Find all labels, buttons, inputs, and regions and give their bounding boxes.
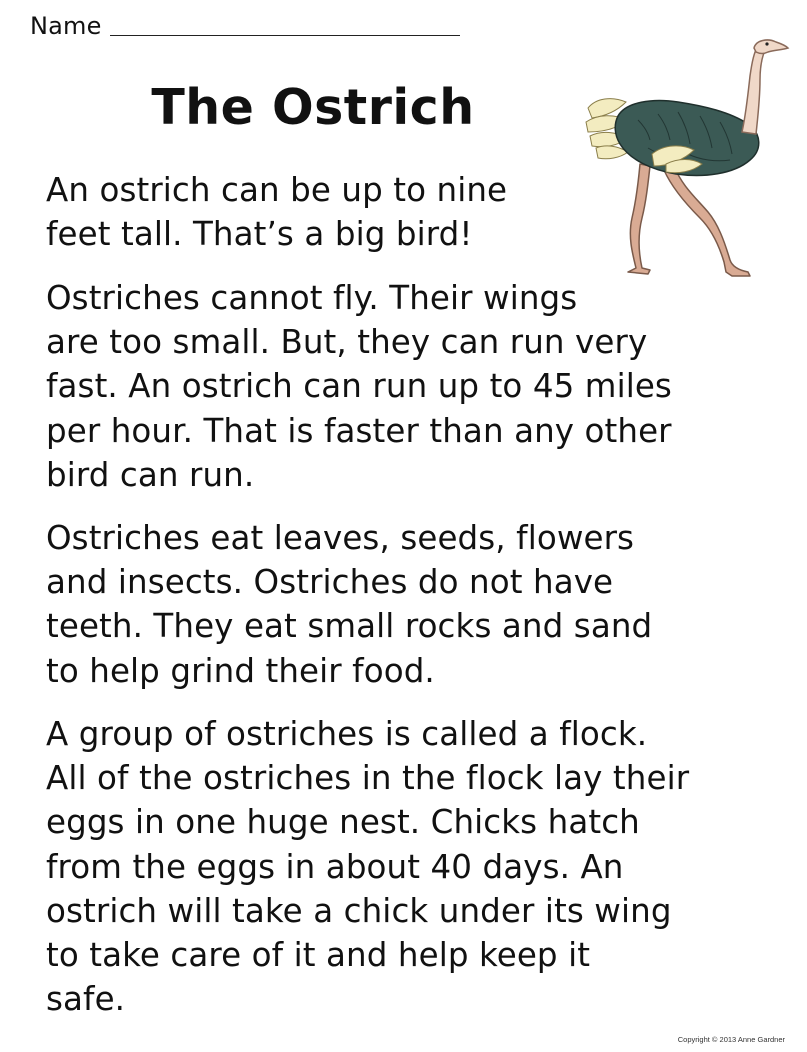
text-line: teeth. They eat small rocks and sand bbox=[46, 607, 653, 646]
paragraph-diet bbox=[46, 516, 652, 693]
paragraph-flock bbox=[46, 712, 689, 1021]
text-line: Ostriches eat leaves, seeds, flowers bbox=[46, 519, 635, 557]
name-blank-line bbox=[110, 34, 460, 36]
text-line: bird can run. bbox=[46, 455, 255, 494]
text-line: feet tall. That’s a big bird! bbox=[46, 215, 473, 254]
page-title: The Ostrich bbox=[151, 79, 475, 136]
text-line: to take care of it and help keep it bbox=[46, 936, 591, 975]
text-line: An ostrich can be up to nine bbox=[46, 171, 508, 209]
text-line: All of the ostriches in the flock lay their bbox=[46, 759, 690, 798]
name-label: Name bbox=[30, 12, 102, 40]
copyright-notice: Copyright © 2013 Anne Gardner bbox=[677, 1035, 785, 1044]
ostrich-illustration bbox=[578, 36, 790, 282]
text-line: are too small. But, they can run very bbox=[46, 323, 648, 362]
ostrich-head bbox=[754, 40, 788, 54]
text-line: to help grind their food. bbox=[46, 651, 435, 690]
text-line: per hour. That is faster than any other bbox=[46, 411, 672, 450]
text-line: fast. An ostrich can run up to 45 miles bbox=[46, 367, 672, 406]
ostrich-eye bbox=[765, 42, 768, 45]
text-line: Ostriches cannot fly. Their wings bbox=[46, 279, 578, 317]
text-line: safe. bbox=[46, 980, 126, 1019]
ostrich-legs bbox=[628, 164, 750, 276]
text-line: A group of ostriches is called a flock. bbox=[46, 715, 648, 753]
paragraph-height bbox=[46, 168, 507, 256]
text-line: eggs in one huge nest. Chicks hatch bbox=[46, 803, 640, 842]
text-line: ostrich will take a chick under its wing bbox=[46, 891, 672, 930]
text-line: from the eggs in about 40 days. An bbox=[46, 847, 624, 886]
paragraph-speed bbox=[46, 276, 672, 497]
text-line: and insects. Ostriches do not have bbox=[46, 563, 614, 602]
name-field-row bbox=[30, 10, 460, 42]
ostrich-neck bbox=[742, 46, 766, 134]
